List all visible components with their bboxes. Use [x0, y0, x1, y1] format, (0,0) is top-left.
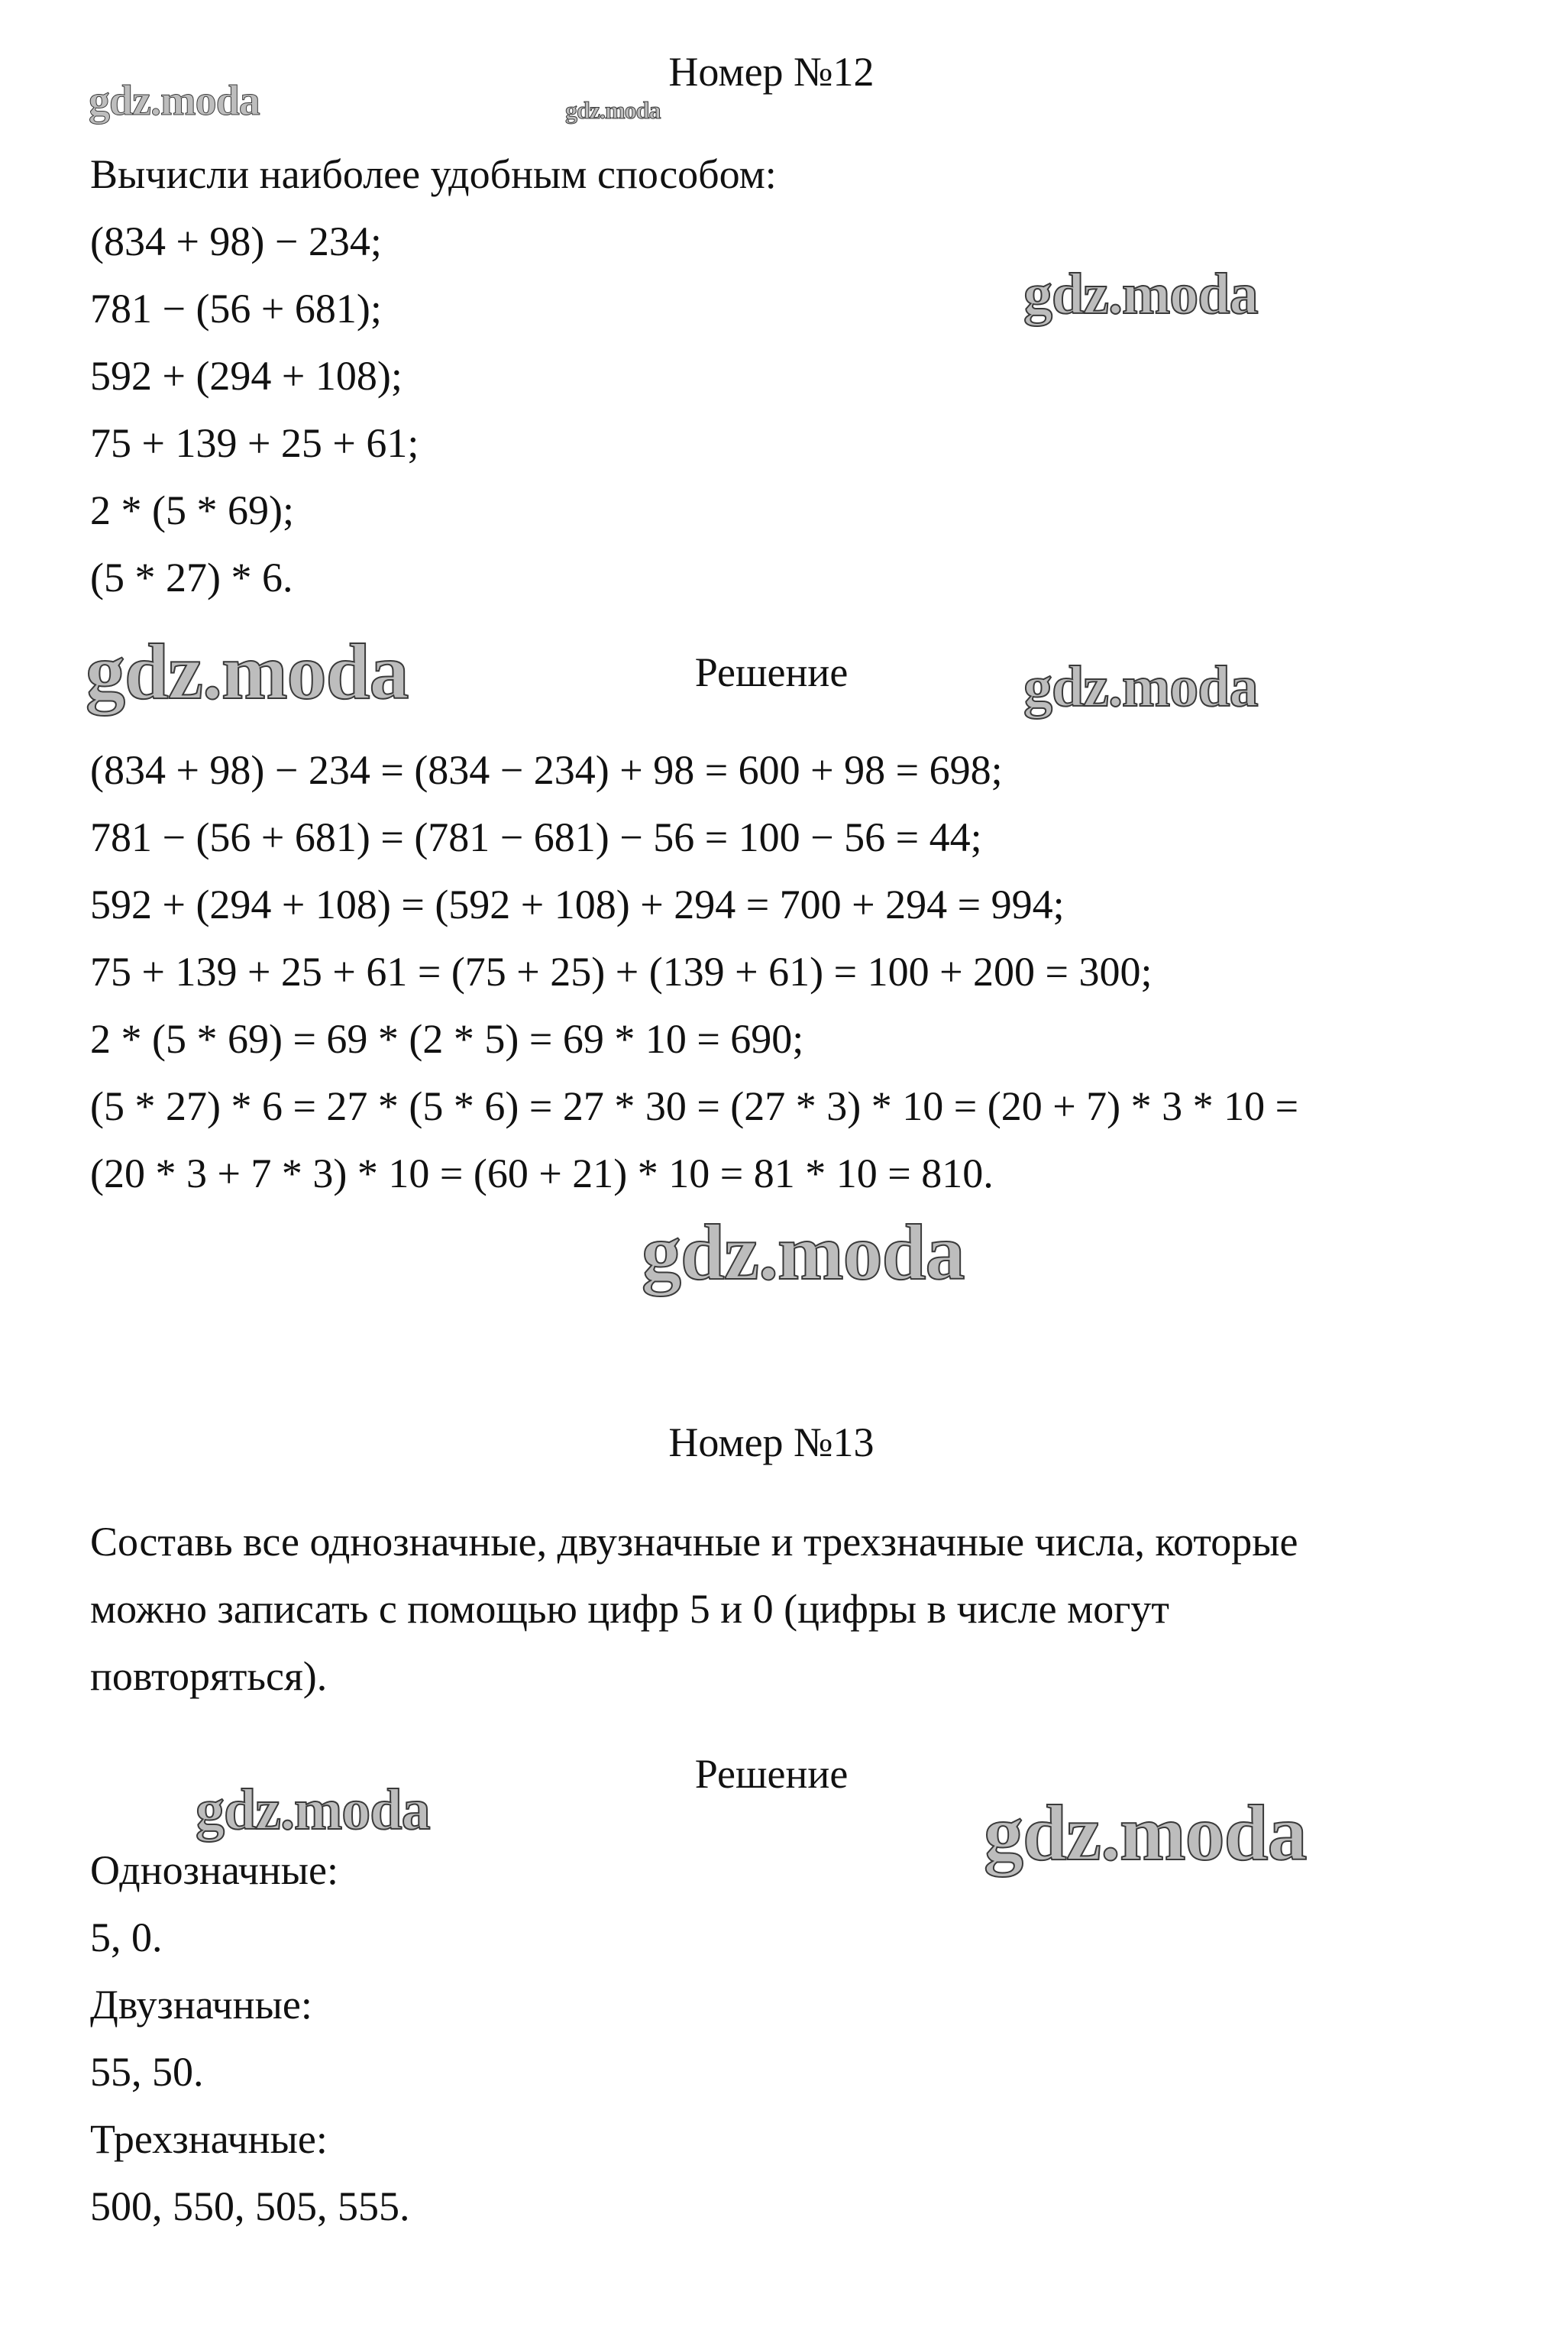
task12-solution-line: 592 + (294 + 108) = (592 + 108) + 294 = 700 + 294 = 994; — [90, 882, 1065, 927]
task13-solution-line: Однозначные: — [90, 1847, 339, 1893]
watermark-logo: gdz.moda — [1023, 262, 1258, 326]
task12-expression: 592 + (294 + 108); — [90, 353, 403, 399]
task13-solution-line: Трехзначные: — [90, 2116, 328, 2162]
watermark-logo: gdz.moda — [86, 628, 409, 716]
watermark-logo: gdz.moda — [565, 96, 661, 124]
task12-expression: 781 − (56 + 681); — [90, 286, 382, 332]
task12-expression: 75 + 139 + 25 + 61; — [90, 420, 419, 466]
task13-prompt-line: Составь все однозначные, двузначные и трехзначные числа, которые — [90, 1519, 1298, 1565]
task12-expression: (834 + 98) − 234; — [90, 218, 382, 264]
task12-solution-line: (834 + 98) − 234 = (834 − 234) + 98 = 600 + 98 = 698; — [90, 747, 1003, 793]
task12-solution-line: 2 * (5 * 69) = 69 * (2 * 5) = 69 * 10 = 690; — [90, 1016, 804, 1062]
task12-expression: 2 * (5 * 69); — [90, 487, 294, 533]
task12-solution-line: (5 * 27) * 6 = 27 * (5 * 6) = 27 * 30 = (27 * 3) * 10 = (20 + 7) * 3 * 10 = — [90, 1083, 1299, 1129]
watermark-logo: gdz.moda — [1023, 655, 1258, 719]
task12-solution-line: (20 * 3 + 7 * 3) * 10 = (60 + 21) * 10 = 81 * 10 = 810. — [90, 1151, 994, 1196]
task12-title: Номер №12 — [668, 49, 875, 95]
task13-solution-heading: Решение — [694, 1751, 849, 1797]
task13-solution-line: 500, 550, 505, 555. — [90, 2183, 410, 2229]
task12-solution-heading: Решение — [694, 649, 849, 695]
watermark-logo: gdz.moda — [984, 1789, 1307, 1877]
task13-title: Номер №13 — [668, 1419, 875, 1465]
task13-solution-line: 55, 50. — [90, 2049, 204, 2095]
task13-prompt-line: повторяться). — [90, 1653, 328, 1699]
task13-solution-line: 5, 0. — [90, 1914, 163, 1960]
task12-expression: (5 * 27) * 6. — [90, 555, 293, 600]
task12-prompt: Вычисли наиболее удобным способом: — [90, 151, 777, 197]
watermark-logo: gdz.moda — [89, 77, 260, 125]
task13-solution-line: Двузначные: — [90, 1982, 312, 2028]
task13-prompt-line: можно записать с помощью цифр 5 и 0 (цифры в числе могут — [90, 1586, 1169, 1632]
watermark-logo: gdz.moda — [196, 1778, 430, 1842]
watermark-logo: gdz.moda — [642, 1209, 965, 1296]
task12-solution-line: 75 + 139 + 25 + 61 = (75 + 25) + (139 + 61) = 100 + 200 = 300; — [90, 949, 1153, 995]
task12-solution-line: 781 − (56 + 681) = (781 − 681) − 56 = 100 − 56 = 44; — [90, 814, 982, 860]
